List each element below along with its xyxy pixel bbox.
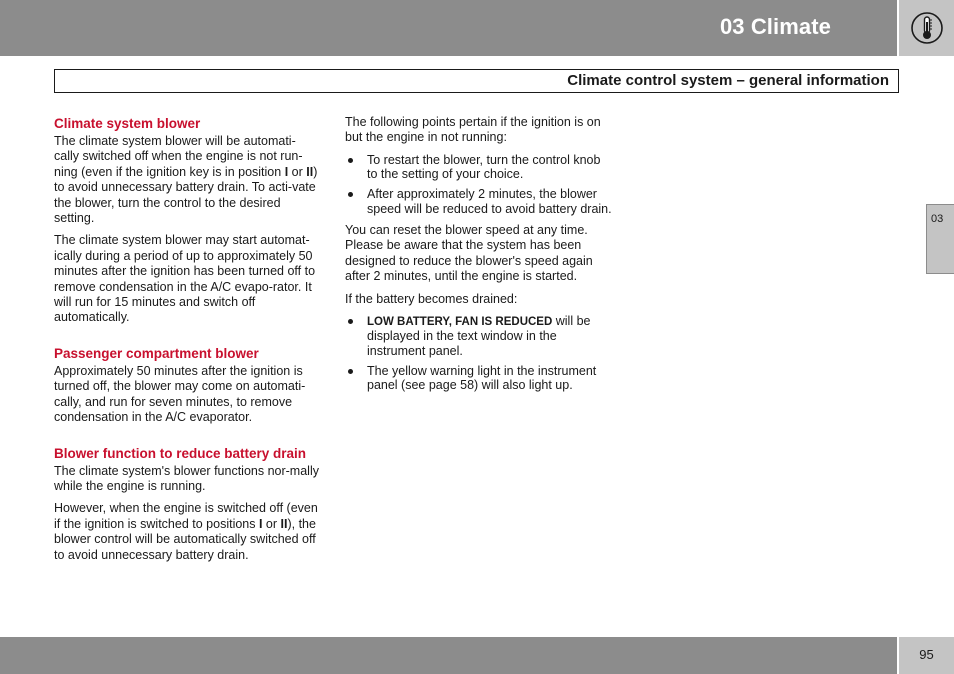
- warning-message: LOW BATTERY, FAN IS REDUCED: [367, 316, 553, 329]
- chapter-title: 03 Climate: [719, 14, 831, 39]
- paragraph-blower-engine-off: However, when the engine is switched off (even if the ignition is switched to positions I or II), the blower control will be automatically switched off to avoid unnecessary battery drain.: [54, 501, 318, 562]
- paragraph-blower-auto-off: The climate system blower will be automati-cally switched off when the engine is not run-ning (even if the ignition key is in position I or II) to avoid unnecessary battery drain. To acti-vate the blower, turn the control to the desired setting.: [54, 134, 318, 226]
- heading-blower-battery-drain: Blower function to reduce battery drain: [54, 445, 307, 461]
- list-item: After approximately 2 minutes, the blower speed will be reduced to avoid battery drain.: [345, 187, 613, 216]
- paragraph-blower-auto-start: The climate system blower may start automat-ically during a period of up to approximately 50 minutes after the ignition has been turned off to remove condensation in the A/C evapo-rator. It will run for 15 minutes and switch off automatically.: [54, 233, 316, 325]
- paragraph-blower-normal: The climate system's blower functions nor-mally while the engine is running.: [54, 463, 319, 493]
- left-column: [54, 115, 320, 570]
- page-number-box: [899, 637, 954, 674]
- list-item: The yellow warning light in the instrument panel (see page 58) will also light up.: [345, 364, 613, 393]
- paragraph-passenger-blower: Approximately 50 minutes after the ignition is turned off, the blower may come on automati-cally, and run for seven minutes, to remove condensation in the A/C evaporator.: [54, 363, 306, 425]
- thermometer-icon: [911, 11, 943, 45]
- right-column: [345, 115, 613, 400]
- heading-passenger-compartment-blower: Passenger compartment blower: [54, 345, 259, 361]
- footer-bar: [0, 637, 897, 674]
- section-title-box: [54, 69, 899, 93]
- chapter-icon-box: [899, 0, 954, 56]
- section-title: Climate control system – general information: [567, 72, 889, 89]
- paragraph-reset-blower: You can reset the blower speed at any time. Please be aware that the system has been designed to reduce the blower's speed again after 2 minutes, until the engine is started.: [345, 223, 593, 284]
- list-item: LOW BATTERY, FAN IS REDUCED will be displayed in the text window in the instrument panel.: [345, 314, 613, 358]
- side-tab-label: 03: [931, 213, 944, 225]
- paragraph-battery-drained: If the battery becomes drained:: [345, 291, 518, 306]
- bullet-list-battery: [345, 314, 613, 392]
- bullet-list-ignition: [345, 153, 613, 216]
- page-number: 95: [919, 647, 934, 662]
- heading-climate-system-blower: Climate system blower: [54, 116, 201, 131]
- paragraph-ignition-on: The following points pertain if the ignition is on but the engine in not running:: [345, 115, 601, 145]
- chapter-side-tab: [926, 204, 954, 274]
- header-bar: [0, 0, 897, 56]
- list-item: To restart the blower, turn the control knob to the setting of your choice.: [345, 153, 613, 182]
